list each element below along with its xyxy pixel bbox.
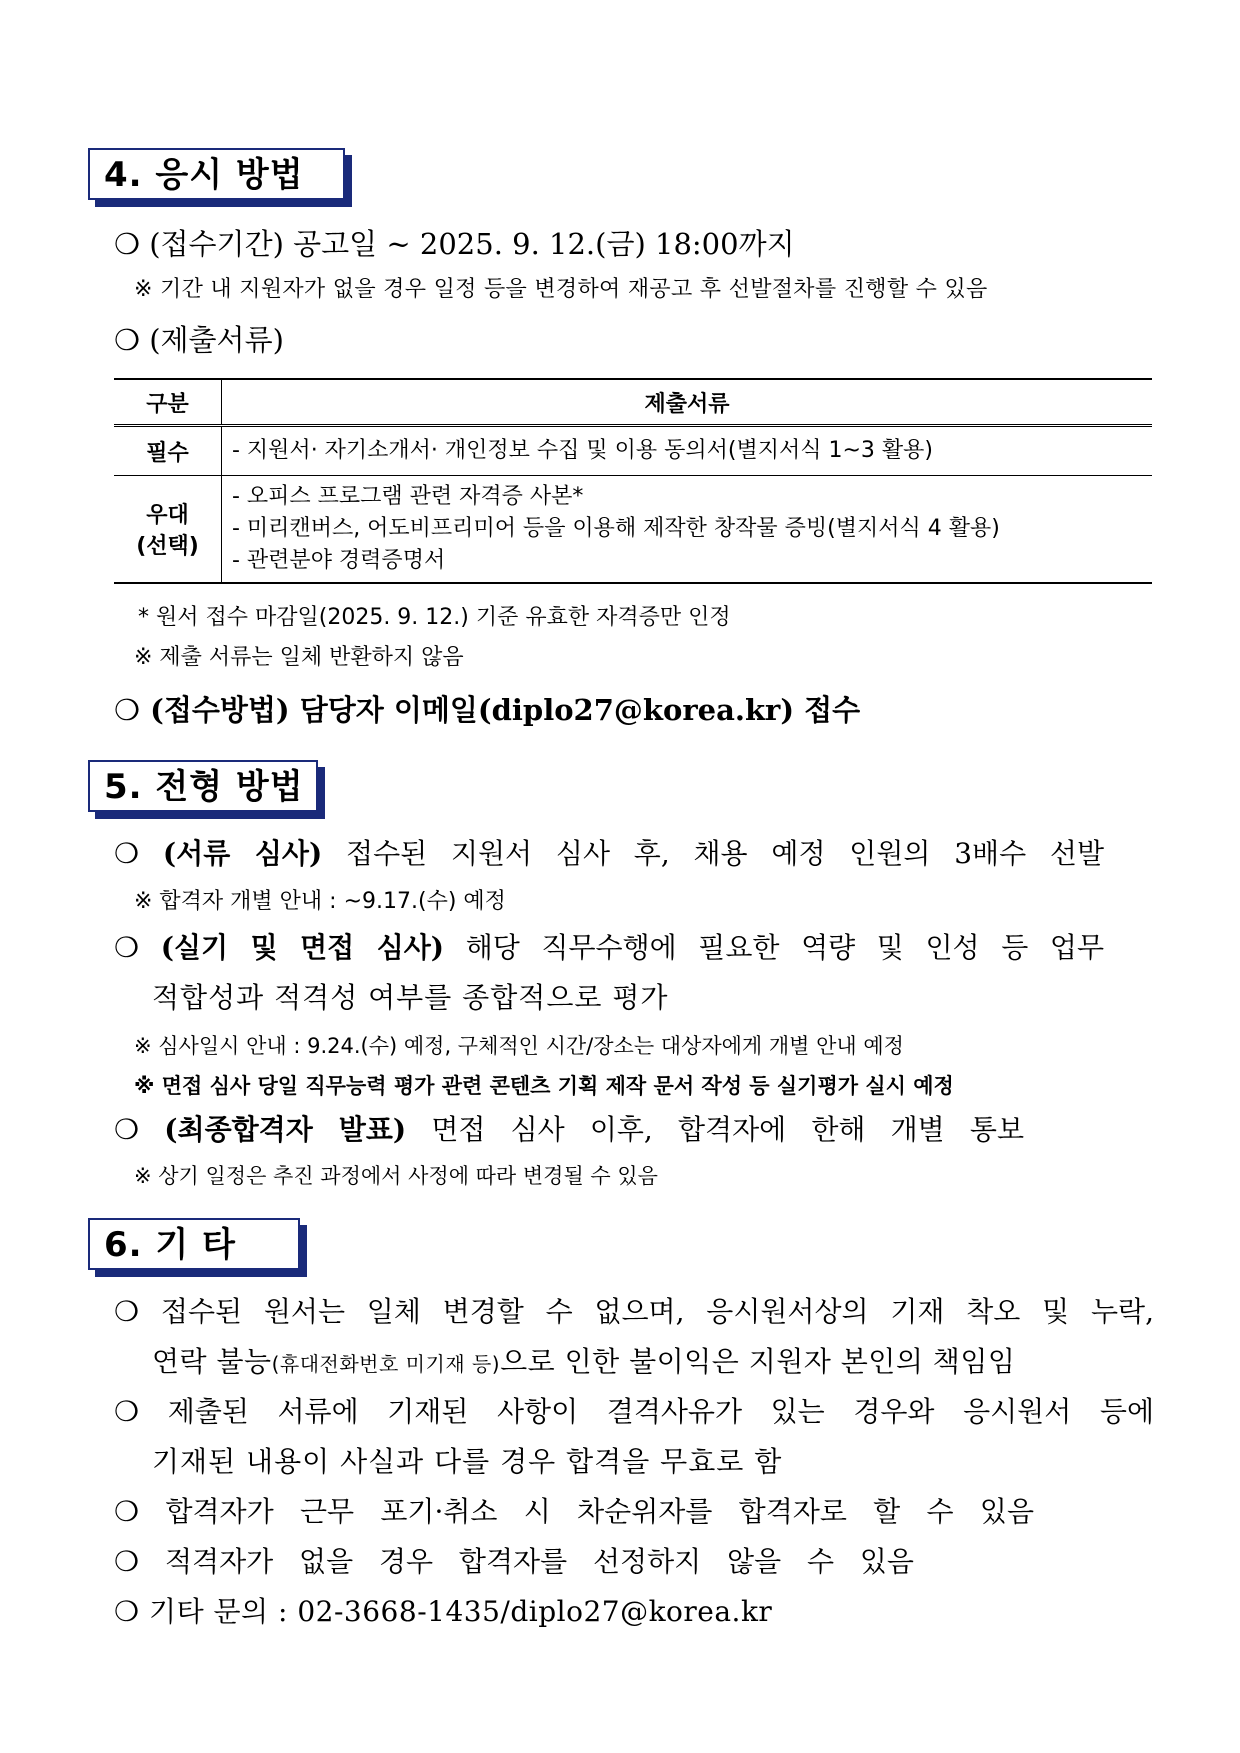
misc-item-1b-part2: (휴대전화번호 미기재 등) [271,1352,501,1376]
bullet-icon: ❍ [114,931,140,964]
receipt-period-note: ※ 기간 내 지원자가 없을 경우 일정 등을 변경하여 재공고 후 선발절차를 진행할 수 있음 [134,277,988,302]
section-4-title: 4. 응시 방법 [88,148,345,200]
interview-note-1: ※ 심사일시 안내 : 9.24.(수) 예정, 구체적인 시간/장소는 대상자에게 개별 안내 예정 [134,1034,904,1058]
interview-line [114,926,1104,966]
bullet-icon: ❍ [114,1545,140,1578]
submit-docs-table [114,378,1152,584]
doc-item: - 지원서· 자기소개서· 개인정보 수집 및 이용 동의서(별지서식 1~3 활용) [232,438,934,463]
category-sub: (선택) [136,534,199,559]
bullet-icon: ❍ [114,1595,140,1628]
final-result-note: ※ 상기 일정은 추진 과정에서 사정에 따라 변경될 수 있음 [134,1164,658,1188]
section-5-title: 5. 전형 방법 [88,760,318,812]
receipt-method-value: 담당자 이메일(diplo27@korea.kr) 접수 [299,693,861,727]
row-category-preferred [114,476,222,584]
interview-label: (실기 및 면접 심사) [160,931,445,964]
misc-item-5 [114,1590,772,1630]
bullet-icon: ❍ [114,837,140,870]
receipt-method-label: (접수방법) [150,693,290,727]
bullet-icon: ❍ [114,693,140,727]
no-return-note: ※ 제출 서류는 일체 반환하지 않음 [134,645,464,670]
final-result-line [114,1108,1024,1148]
table-row [114,476,1152,584]
bullet-icon: ❍ [114,1395,140,1428]
misc-item-1b-part3: 으로 인한 불이익은 지원자 본인의 책임임 [500,1345,1016,1378]
table-header-docs: 제출서류 [222,379,1153,426]
misc-item-3 [114,1490,1034,1530]
bullet-icon: ❍ [114,323,140,357]
receipt-period-line [114,222,795,263]
receipt-period-label: (접수기간) [149,227,284,261]
row-items-preferred [222,476,1153,584]
doc-item: - 오피스 프로그램 관련 자격증 사본* [232,484,584,509]
misc-item-2b: 기재된 내용이 사실과 다를 경우 합격을 무효로 함 [152,1445,783,1478]
misc-item-3-text: 합격자가 근무 포기·취소 시 차순위자를 합격자로 할 수 있음 [165,1495,1035,1528]
misc-item-4 [114,1540,914,1580]
table-row [114,426,1152,476]
doc-item: - 미리캔버스, 어도비프리미어 등을 이용해 제작한 창작물 증빙(별지서식 4 활용) [232,516,1000,541]
submit-docs-label: (제출서류) [149,323,284,357]
receipt-period-value: 공고일 ~ 2025. 9. 12.(금) 18:00까지 [293,227,795,261]
table-header-category: 구분 [114,379,222,426]
bullet-icon: ❍ [114,1295,140,1328]
misc-item-1a-text: 접수된 원서는 일체 변경할 수 없으며, 응시원서상의 기재 착오 및 누락, [160,1295,1154,1328]
misc-item-1b [152,1340,1015,1380]
table-header-row [114,379,1152,426]
misc-item-4-text: 적격자가 없을 경우 합격자를 선정하지 않을 수 있음 [164,1545,914,1578]
submit-docs-line [114,318,284,359]
contact-info: 기타 문의 : 02-3668-1435/diplo27@korea.kr [149,1595,773,1628]
interview-value-2: 적합성과 적격성 여부를 종합적으로 평가 [152,981,669,1014]
interview-note-2: ※ 면접 심사 당일 직무능력 평가 관련 콘텐츠 기획 제작 문서 작성 등 실기평가 실시 예정 [134,1074,954,1098]
misc-item-1b-part1: 연락 불능 [152,1345,272,1378]
doc-review-line [114,832,1104,872]
interview-value-1: 해당 직무수행에 필요한 역량 및 인성 등 업무 [465,931,1105,964]
final-result-value: 면접 심사 이후, 합격자에 한해 개별 통보 [431,1113,1024,1146]
bullet-icon: ❍ [114,1495,140,1528]
misc-item-1a [114,1290,1154,1330]
cert-note: * 원서 접수 마감일(2025. 9. 12.) 기준 유효한 자격증만 인정 [138,605,731,630]
doc-item: - 관련분야 경력증명서 [232,548,446,573]
receipt-method-line [114,688,860,729]
doc-review-value: 접수된 지원서 심사 후, 채용 예정 인원의 3배수 선발 [346,837,1105,870]
doc-review-note: ※ 합격자 개별 안내 : ~9.17.(수) 예정 [134,889,506,914]
doc-review-label: (서류 심사) [162,837,323,870]
bullet-icon: ❍ [114,227,140,261]
section-6-title: 6. 기 타 [88,1218,300,1270]
misc-item-2a-text: 제출된 서류에 기재된 사항이 결격사유가 있는 경우와 응시원서 등에 [167,1395,1154,1428]
bullet-icon: ❍ [114,1113,140,1146]
row-items-required [222,426,1153,476]
category-main: 우대 [146,503,189,528]
misc-item-2a [114,1390,1154,1430]
row-category-required: 필수 [114,426,222,476]
final-result-label: (최종합격자 발표) [164,1113,407,1146]
